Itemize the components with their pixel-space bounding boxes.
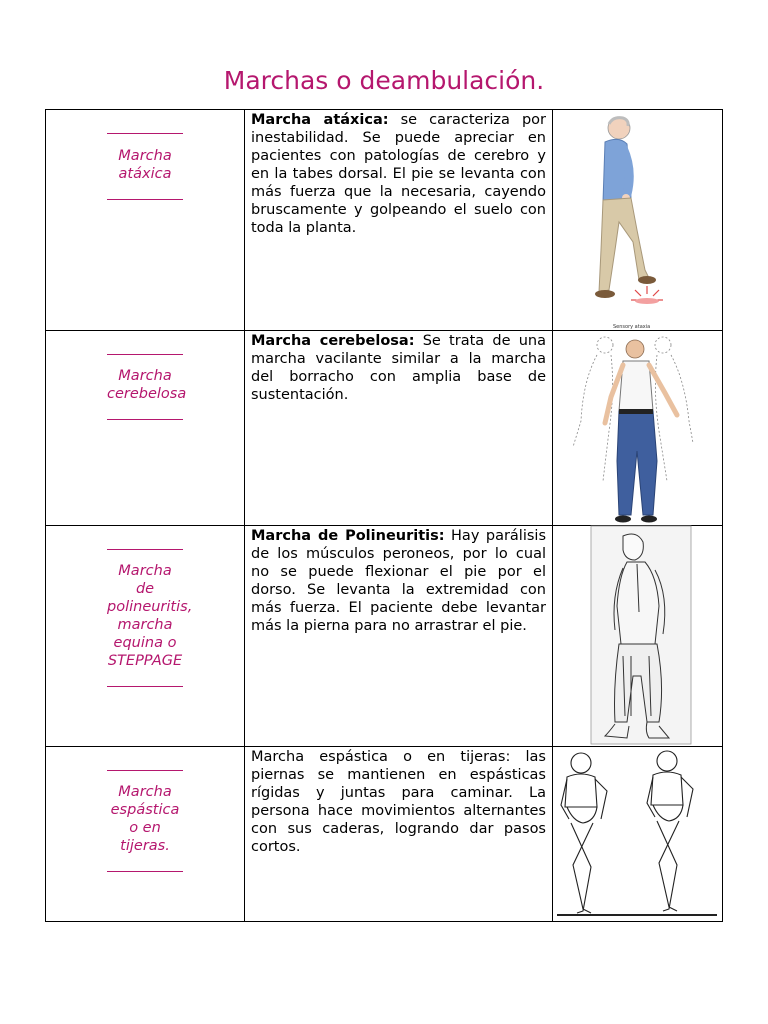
gait-term: Marcha atáxica: [251,112,389,128]
scissor-gait-illustration [553,747,721,921]
gait-term: Marcha de Polineuritis: [251,528,445,544]
image-cell [553,324,723,526]
table-row [46,331,723,526]
table-row [46,747,723,922]
table-row [46,110,723,331]
gait-description: se caracteriza por inestabilidad. Se puede apreciar en pacientes con patologías de cerebro y en la tabes dorsal. El pie se levanta con más fuerza que la necesaria, cayendo bruscamente y golpeando el suelo con toda la planta. [251,112,546,236]
label-cell [46,526,245,747]
gait-label: Marcha de polineuritis, marcha equina o STEPPAGE [107,549,183,687]
description-cell [245,110,553,331]
page-title: Marchas o deambulación. [223,66,545,95]
description-text [245,110,552,237]
ataxic-gait-illustration [553,110,721,330]
gait-description: Marcha espástica o en tijeras: las piernas se mantienen en espásticas rígidas y juntas para caminar. La persona hace movimientos alternantes con sus caderas, logrando dar pasos cortos. [251,749,546,855]
image-cell [553,526,723,747]
label-cell [46,331,245,526]
gait-description: Hay parálisis de los músculos peroneos, por lo cual no se puede flexionar el pie por el dorso. Se levanta la extremidad con más fuerza. El paciente debe levantar más la pierna para no arrastrar el pie. [251,528,546,634]
gait-description: Se trata de una marcha vacilante similar a la marcha del borracho con amplia base de sustentación. [251,333,546,403]
description-cell [245,331,553,526]
image-cell [553,110,723,331]
description-text [245,331,552,404]
label-cell [46,110,245,331]
gait-label: Marcha atáxica [107,133,183,200]
description-cell [245,526,553,747]
description-text [245,747,552,856]
label-cell [46,747,245,922]
gait-label: Marcha cerebelosa [107,354,183,420]
image-caption: Sensory ataxia [613,324,651,330]
table-row [46,526,723,747]
cerebellar-gait-illustration [553,324,721,525]
image-cell [553,747,723,922]
description-cell [245,747,553,922]
gait-term: Marcha cerebelosa: [251,333,415,349]
steppage-gait-illustration [553,526,721,746]
gait-table [45,109,723,922]
gait-label: Marcha espástica o en tijeras. [107,770,183,872]
description-text [245,526,552,635]
